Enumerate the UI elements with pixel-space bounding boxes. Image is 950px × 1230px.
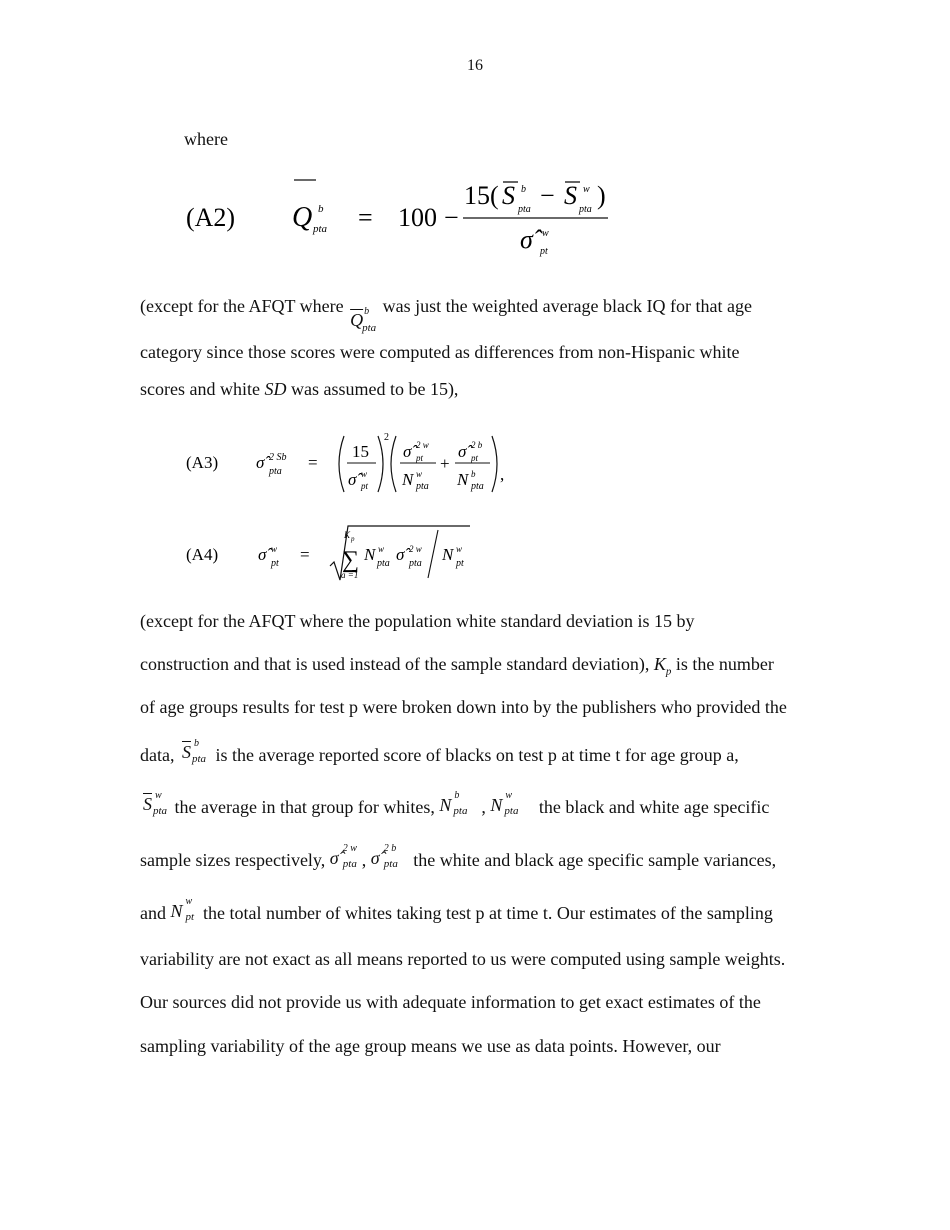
- a4-n: N: [364, 545, 376, 564]
- equation-a2-label: (A2): [186, 203, 236, 232]
- paren: [492, 436, 497, 492]
- para1-line2: category since those scores were computed as differences from non-Hispanic white: [140, 342, 740, 362]
- para1-line1: (except for the AFQT where $\overline{Q}$ b pta was just the weighted average black IQ for that age: [140, 296, 752, 334]
- a3-lhs: σ̂: [256, 453, 265, 472]
- a2-close-paren: ): [597, 181, 606, 210]
- a3-t1-sup: 2 w: [416, 440, 429, 450]
- a4-equals: =: [300, 545, 310, 564]
- a3-n1-sup: w: [416, 469, 423, 479]
- a4-d: N: [442, 545, 454, 564]
- a2-minus: −: [444, 203, 459, 232]
- a3-outer-exp: 2: [384, 432, 389, 443]
- para2-line9: Our sources did not provide us with adequate information to get exact estimates of the: [140, 992, 761, 1012]
- a4-sigma-sup: 2 w: [409, 544, 422, 554]
- a3-n2: N: [457, 470, 469, 489]
- a2-numer-coef: 15(: [464, 181, 499, 210]
- a3-n1: N: [402, 470, 414, 489]
- a2-hundred: 100: [398, 203, 437, 232]
- a4-lhs-sup: w: [271, 544, 278, 554]
- a4-n-sup: w: [378, 544, 385, 554]
- equation-a3-label: (A3): [186, 453, 219, 472]
- a4-sigma: σ̂: [396, 545, 405, 564]
- a2-denom-sub: pt: [540, 246, 548, 257]
- para2-line7: and N w pt the total number of whites taking test p at time t. Our estimates of the sampling: [140, 896, 773, 923]
- paren: [339, 436, 344, 492]
- a2-s-b-sup: b: [521, 184, 526, 195]
- a4-n-sub: pta: [377, 558, 390, 569]
- a3-fifteen: 15: [352, 442, 369, 461]
- a2-s-b: S: [502, 181, 515, 210]
- a3-sigma-sub: pt: [361, 481, 369, 491]
- a3-n2-sub: pta: [471, 481, 484, 492]
- a2-s-w-sub: pta: [579, 204, 592, 215]
- a3-plus: +: [440, 454, 450, 473]
- a2-s-w-sup: w: [583, 184, 590, 195]
- para2-line8: variability are not exact as all means reported to us were computed using sample weights.: [140, 949, 786, 969]
- para2-line6: sample sizes respectively, σ̂ 2 w pta , σ̂ 2 b pta the white and black age specific sample variances,: [140, 843, 777, 870]
- a4-lhs-sub: pt: [271, 558, 279, 569]
- a4-d-sub: pt: [456, 558, 464, 569]
- a2-denom: σ̂: [520, 225, 533, 254]
- a4-d-sup: w: [456, 544, 463, 554]
- para2-line3: of age groups results for test p were broken down into by the publishers who provided the: [140, 697, 787, 717]
- division-slash: [428, 530, 438, 578]
- a3-sigma-sup: w: [361, 469, 368, 479]
- para2-line10: sampling variability of the age group means we use as data points. However, our: [140, 1036, 721, 1056]
- a3-equals: =: [308, 453, 318, 472]
- a4-sum-upper-sub: p: [351, 535, 355, 543]
- inline-q-symbol: $\overline{Q}$: [350, 310, 364, 330]
- a3-t2-sup: 2 b: [471, 440, 483, 450]
- paren: [378, 436, 383, 492]
- a3-lhs-sup: 2 Sb: [269, 452, 287, 463]
- a4-lhs: σ̂: [258, 545, 267, 564]
- a2-lhs-sup: b: [318, 203, 324, 215]
- a3-t2-sigma: σ̂: [458, 442, 467, 461]
- a4-sum-upper: K: [344, 530, 351, 540]
- para2-line5: $\overline{S}$ w pta the average in that group for whites, N b pta , N w pta the black and white age specific: [143, 790, 770, 817]
- a2-equals: =: [358, 203, 373, 232]
- a3-lhs-sub: pta: [269, 466, 282, 477]
- where-label: where: [184, 129, 228, 149]
- para2-line1: (except for the AFQT where the population white standard deviation is 15 by: [140, 611, 695, 631]
- a2-s-w: S: [564, 181, 577, 210]
- a4-sum-symbol: ∑: [342, 547, 360, 573]
- paren: [391, 436, 396, 492]
- a4-sigma-sub: pta: [409, 558, 422, 569]
- a2-lhs-sub: pta: [313, 223, 328, 235]
- equation-a4-label: (A4): [186, 545, 219, 564]
- a4-sum-lower: a =1: [341, 570, 359, 580]
- a3-t1-sigma: σ̂: [403, 442, 412, 461]
- para2-line4: data, $\overline{S}$ b pta is the average reported score of blacks on test p at time t for age group a,: [140, 738, 739, 765]
- a2-denom-sup: w: [542, 228, 549, 239]
- a2-numer-minus: −: [540, 181, 555, 210]
- a3-trail: ,: [500, 465, 505, 484]
- a2-lhs-q: Q: [292, 202, 313, 233]
- a3-sigma: σ̂: [348, 470, 357, 489]
- a2-s-b-sub: pta: [518, 204, 531, 215]
- para2-line2: construction and that is used instead of the sample standard deviation), $K_p$ is the number: [140, 654, 774, 678]
- a3-n2-sup: b: [471, 469, 476, 479]
- a3-t1-sub: pt: [416, 453, 424, 463]
- page-number: 16: [467, 57, 483, 74]
- a3-n1-sub: pta: [416, 481, 429, 492]
- sqrt-sign: [330, 526, 470, 580]
- a3-t2-sub: pt: [471, 453, 479, 463]
- para1-line3: scores and white SD was assumed to be 15),: [140, 379, 459, 399]
